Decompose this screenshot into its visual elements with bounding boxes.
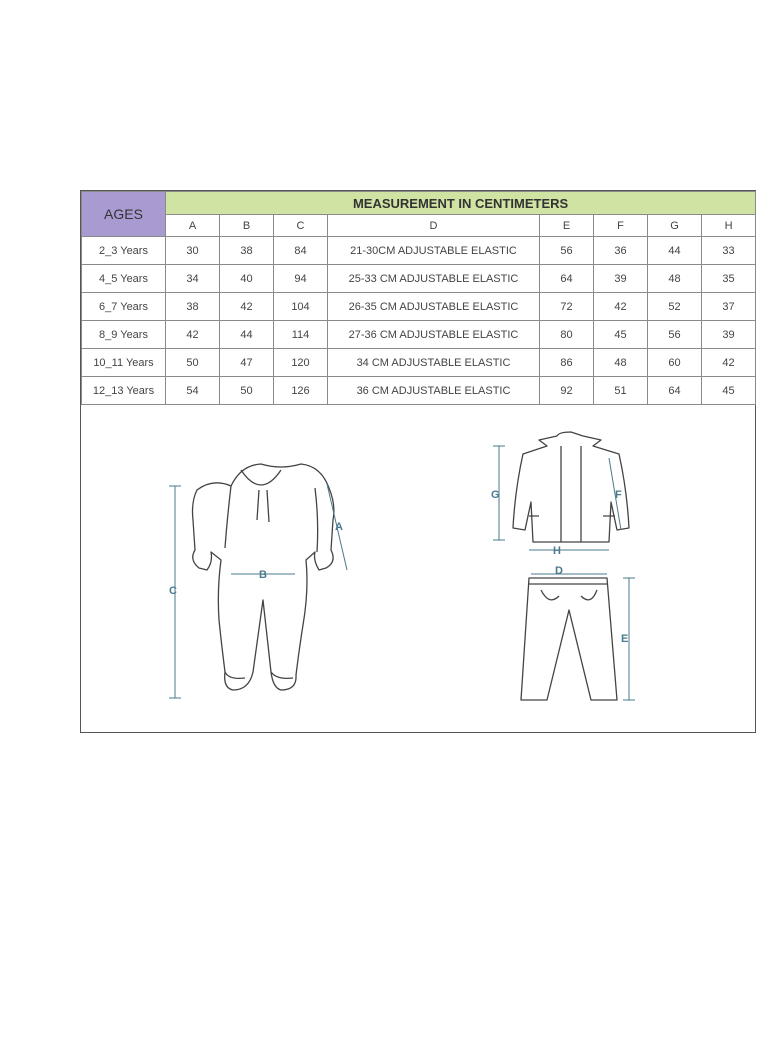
value-cell: 33 bbox=[702, 237, 756, 265]
age-cell: 8_9 Years bbox=[82, 321, 166, 349]
value-cell: 38 bbox=[220, 237, 274, 265]
value-cell: 56 bbox=[540, 237, 594, 265]
value-cell: 39 bbox=[594, 265, 648, 293]
value-cell: 50 bbox=[166, 349, 220, 377]
column-header: D bbox=[328, 215, 540, 237]
value-cell: 27-36 CM ADJUSTABLE ELASTIC bbox=[328, 321, 540, 349]
age-cell: 10_11 Years bbox=[82, 349, 166, 377]
shirt-illustration bbox=[513, 432, 629, 542]
table-row bbox=[82, 321, 756, 349]
value-cell: 56 bbox=[648, 321, 702, 349]
value-cell: 45 bbox=[702, 377, 756, 405]
value-cell: 25-33 CM ADJUSTABLE ELASTIC bbox=[328, 265, 540, 293]
value-cell: 39 bbox=[702, 321, 756, 349]
label-c: C bbox=[169, 585, 177, 597]
value-cell: 114 bbox=[274, 321, 328, 349]
value-cell: 51 bbox=[594, 377, 648, 405]
value-cell: 42 bbox=[594, 293, 648, 321]
column-header-row bbox=[82, 215, 756, 237]
value-cell: 40 bbox=[220, 265, 274, 293]
value-cell: 38 bbox=[166, 293, 220, 321]
column-header: C bbox=[274, 215, 328, 237]
value-cell: 72 bbox=[540, 293, 594, 321]
age-cell: 12_13 Years bbox=[82, 377, 166, 405]
value-cell: 36 CM ADJUSTABLE ELASTIC bbox=[328, 377, 540, 405]
value-cell: 47 bbox=[220, 349, 274, 377]
value-cell: 84 bbox=[274, 237, 328, 265]
value-cell: 42 bbox=[166, 321, 220, 349]
value-cell: 64 bbox=[648, 377, 702, 405]
measurement-header: MEASUREMENT IN CENTIMETERS bbox=[166, 192, 756, 215]
value-cell: 54 bbox=[166, 377, 220, 405]
size-chart-sheet bbox=[80, 190, 756, 733]
column-header: G bbox=[648, 215, 702, 237]
value-cell: 45 bbox=[594, 321, 648, 349]
value-cell: 26-35 CM ADJUSTABLE ELASTIC bbox=[328, 293, 540, 321]
ages-header: AGES bbox=[82, 192, 166, 237]
label-d: D bbox=[555, 565, 563, 577]
value-cell: 80 bbox=[540, 321, 594, 349]
value-cell: 126 bbox=[274, 377, 328, 405]
value-cell: 44 bbox=[648, 237, 702, 265]
column-header: F bbox=[594, 215, 648, 237]
label-a: A bbox=[335, 521, 343, 533]
column-header: H bbox=[702, 215, 756, 237]
value-cell: 42 bbox=[702, 349, 756, 377]
label-b: B bbox=[259, 569, 267, 581]
value-cell: 48 bbox=[594, 349, 648, 377]
table-row bbox=[82, 293, 756, 321]
trousers-illustration bbox=[521, 578, 617, 700]
value-cell: 52 bbox=[648, 293, 702, 321]
value-cell: 104 bbox=[274, 293, 328, 321]
value-cell: 50 bbox=[220, 377, 274, 405]
age-cell: 6_7 Years bbox=[82, 293, 166, 321]
column-header: A bbox=[166, 215, 220, 237]
label-e: E bbox=[621, 633, 629, 645]
age-cell: 2_3 Years bbox=[82, 237, 166, 265]
measurement-lines bbox=[169, 446, 635, 700]
value-cell: 60 bbox=[648, 349, 702, 377]
size-table bbox=[81, 191, 756, 405]
label-h: H bbox=[553, 545, 561, 557]
value-cell: 36 bbox=[594, 237, 648, 265]
value-cell: 64 bbox=[540, 265, 594, 293]
age-cell: 4_5 Years bbox=[82, 265, 166, 293]
value-cell: 92 bbox=[540, 377, 594, 405]
value-cell: 30 bbox=[166, 237, 220, 265]
value-cell: 35 bbox=[702, 265, 756, 293]
label-g: G bbox=[491, 489, 500, 501]
column-header: B bbox=[220, 215, 274, 237]
value-cell: 86 bbox=[540, 349, 594, 377]
table-row bbox=[82, 265, 756, 293]
value-cell: 34 CM ADJUSTABLE ELASTIC bbox=[328, 349, 540, 377]
table-row bbox=[82, 377, 756, 405]
label-f: F bbox=[615, 489, 622, 501]
value-cell: 44 bbox=[220, 321, 274, 349]
value-cell: 42 bbox=[220, 293, 274, 321]
value-cell: 120 bbox=[274, 349, 328, 377]
value-cell: 48 bbox=[648, 265, 702, 293]
table-row bbox=[82, 349, 756, 377]
garment-diagram bbox=[81, 410, 755, 732]
value-cell: 34 bbox=[166, 265, 220, 293]
value-cell: 21-30CM ADJUSTABLE ELASTIC bbox=[328, 237, 540, 265]
value-cell: 37 bbox=[702, 293, 756, 321]
value-cell: 94 bbox=[274, 265, 328, 293]
column-header: E bbox=[540, 215, 594, 237]
table-row bbox=[82, 237, 756, 265]
